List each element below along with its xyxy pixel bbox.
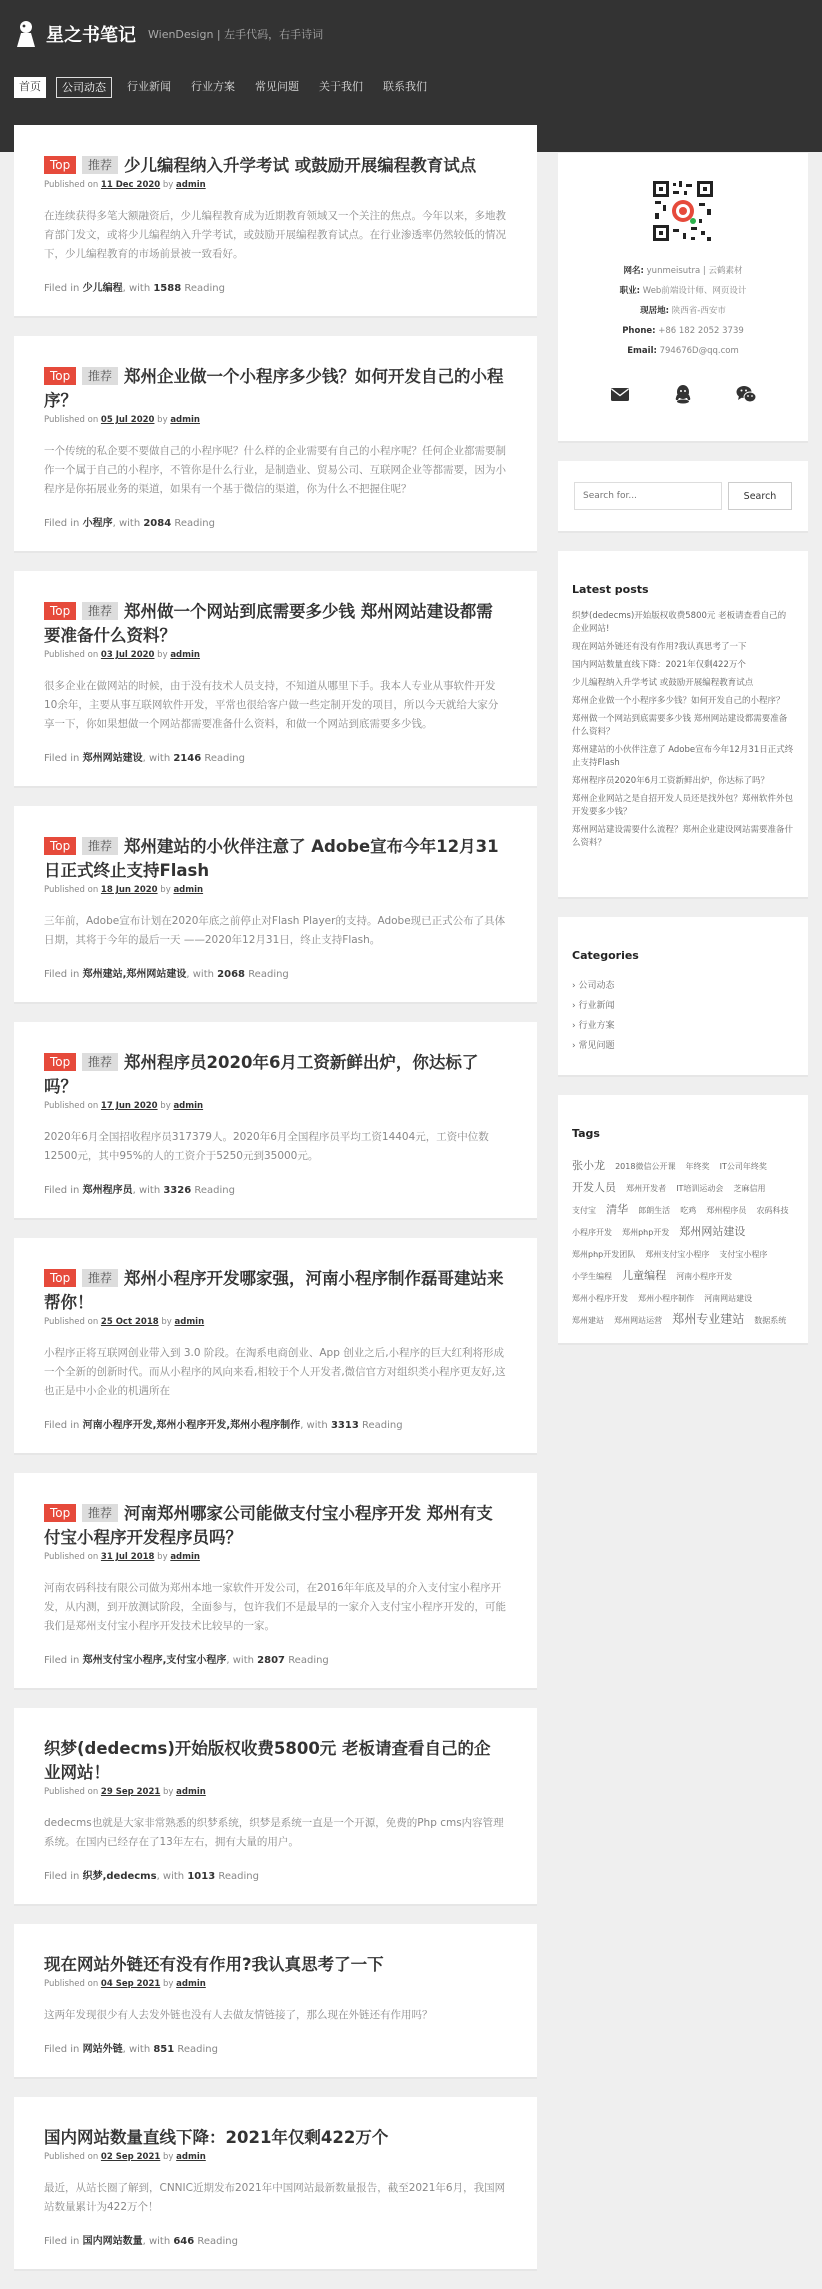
tag-link[interactable]: 支付宝小程序 <box>719 1250 768 1259</box>
post-date[interactable]: 02 Sep 2021 <box>100 2152 161 2162</box>
nav-item-about[interactable]: 关于我们 <box>319 80 363 93</box>
read-count: 646 <box>173 2236 195 2247</box>
read-count: 2146 <box>173 753 202 764</box>
post-excerpt: 一个传统的私企要不要做自己的小程序呢？什么样的企业需要有自己的小程序呢？任何企业都需要制作一个属于自己的小程序，不管你是什么行业，是制造业、贸易公司、互联网企业等都需要，因为小程序是你拓展业务的渠道，如果有一个基于微信的渠道，你为什么不把握住呢？ <box>44 445 506 495</box>
read-count: 3313 <box>330 1420 359 1431</box>
reading-label: Reading <box>288 1655 329 1666</box>
post-author[interactable]: admin <box>173 885 204 895</box>
tag-link[interactable]: IT培训运动会 <box>676 1184 724 1193</box>
post-list <box>14 125 537 2289</box>
post-author[interactable]: admin <box>170 1552 200 1562</box>
read-count: 2807 <box>257 1655 285 1666</box>
site-description: WienDesign | 左手代码，右手诗词 <box>148 28 324 41</box>
post-title[interactable] <box>44 1953 507 1977</box>
brand[interactable] <box>14 20 323 48</box>
latest-post-link[interactable]: 郑州企业做一个小程序多少钱？如何开发自己的小程序？ <box>572 696 785 706</box>
tag-link[interactable]: 年终奖 <box>685 1162 710 1171</box>
tag-link[interactable]: 郑州专业建站 <box>672 1312 745 1326</box>
latest-post-link[interactable]: 郑州程序员2020年6月工资新鲜出炉，你达标了吗？ <box>572 776 770 786</box>
post-footer: Filed in 网站外链, with 851 Reading <box>44 2044 218 2055</box>
post-author[interactable]: admin <box>176 2152 206 2162</box>
by-label: by <box>163 1787 174 1797</box>
published-label: Published on <box>44 415 99 425</box>
read-count: 2084 <box>143 518 172 529</box>
email-icon[interactable] <box>609 383 631 405</box>
reading-label: Reading <box>197 2236 238 2247</box>
tag-link[interactable]: 2018微信公开课 <box>615 1162 676 1171</box>
filed-label: Filed in <box>44 1655 80 1666</box>
post-meta <box>44 2151 507 2163</box>
top-badge: Top <box>44 1504 76 1522</box>
post-title-text[interactable]: 现在网站外链还有没有作用?我认真思考了一下 <box>44 1955 384 1974</box>
search-button[interactable]: Search <box>728 482 792 510</box>
tag-link[interactable]: 支付宝 <box>572 1206 596 1215</box>
by-label: by <box>160 885 171 895</box>
post-title-text[interactable]: 郑州程序员2020年6月工资新鲜出炉，你达标了吗？ <box>44 1053 479 1096</box>
recommended-badge: 推荐 <box>82 156 118 174</box>
with-label: with <box>138 1185 161 1196</box>
category-item[interactable] <box>572 1016 794 1036</box>
post-card <box>14 1924 537 2079</box>
tag-link[interactable]: 郑州小程序开发 <box>572 1294 628 1303</box>
post-category[interactable]: 郑州网站建设 <box>82 753 143 764</box>
latest-post-link[interactable]: 织梦(dedecms)开始版权收费5800元 老板请查看自己的企业网站! <box>572 611 787 634</box>
post-title[interactable] <box>44 2126 507 2150</box>
tag-link[interactable]: 郎朗生活 <box>638 1206 671 1215</box>
published-label: Published on <box>44 1552 99 1562</box>
post-footer: Filed in 郑州程序员, with 3326 Reading <box>44 1185 235 1196</box>
profile-key: 现居地: <box>640 306 670 316</box>
by-label: by <box>163 1979 174 1989</box>
tag-link[interactable]: 郑州开发者 <box>626 1184 667 1193</box>
category-item[interactable] <box>572 1036 794 1056</box>
category-link[interactable]: 行业方案 <box>578 1021 615 1031</box>
post-title[interactable] <box>44 1737 507 1785</box>
published-label: Published on <box>44 1979 99 1989</box>
nav-item-industry-news[interactable]: 行业新闻 <box>127 80 171 93</box>
profile-value: 陕西省-西安市 <box>671 306 726 316</box>
chevron-right-icon: › <box>572 981 579 991</box>
post-category[interactable]: 小程序 <box>82 518 113 529</box>
top-badge: Top <box>44 156 76 174</box>
post-date[interactable]: 11 Dec 2020 <box>100 180 161 190</box>
post-author[interactable]: admin <box>174 1317 205 1327</box>
filed-label: Filed in <box>44 969 80 980</box>
published-label: Published on <box>44 885 99 895</box>
post-footer: Filed in 郑州网站建设, with 2146 Reading <box>44 753 245 764</box>
read-count: 3326 <box>163 1185 192 1196</box>
main-nav <box>14 77 442 98</box>
post-footer: Filed in 织梦,dedecms, with 1013 Reading <box>44 1871 259 1882</box>
post-meta <box>44 1786 507 1798</box>
post-category[interactable]: 郑州程序员 <box>82 1185 133 1196</box>
profile-row <box>574 341 792 361</box>
tag-link[interactable]: IT公司年终奖 <box>719 1162 767 1171</box>
profile-value: Web前端设计师、网页设计 <box>642 286 747 296</box>
nav-item-company-news[interactable]: 公司动态 <box>56 77 112 98</box>
post-meta <box>44 1978 507 1990</box>
post-excerpt: 三年前，Adobe宣布计划在2020年底之前停止对Flash Player的支持。Adobe现已正式公布了具体日期，其将于今年的最后一天 ——2020年12月31日，终止支持Flash。 <box>44 915 506 946</box>
post-date[interactable]: 03 Jul 2020 <box>100 650 155 660</box>
reading-label: Reading <box>177 2044 218 2055</box>
latest-post-link[interactable]: 郑州企业网站之是自招开发人员还是找外包？郑州软件外包开发要多少钱？ <box>572 794 794 817</box>
nav-item-solutions[interactable]: 行业方案 <box>191 80 235 93</box>
category-link[interactable]: 公司动态 <box>578 981 615 991</box>
tag-link[interactable]: 开发人员 <box>572 1181 616 1194</box>
post-date[interactable]: 04 Sep 2021 <box>100 1979 161 1989</box>
top-badge: Top <box>44 1053 76 1071</box>
nav-item-contact[interactable]: 联系我们 <box>383 80 427 93</box>
published-label: Published on <box>44 2152 99 2162</box>
post-excerpt: 2020年6月全国招收程序员317379人。2020年6月全国程序员平均工资14404元，工资中位数12500元，其中95%的人的工资介于5250元到35000元。 <box>44 1131 489 1162</box>
post-author[interactable]: admin <box>176 1787 206 1797</box>
with-label: with <box>148 2236 171 2247</box>
post-footer: Filed in 国内网站数量, with 646 Reading <box>44 2236 238 2247</box>
profile-value: 794676D@qq.com <box>659 346 739 356</box>
recommended-badge: 推荐 <box>82 837 118 855</box>
post-category[interactable]: 郑州建站,郑州网站建设 <box>82 969 187 980</box>
recommended-badge: 推荐 <box>82 1504 118 1522</box>
reading-label: Reading <box>248 969 289 980</box>
qq-icon[interactable] <box>672 383 694 405</box>
tag-link[interactable]: 农码科技 <box>756 1206 789 1215</box>
post-footer: Filed in 小程序, with 2084 Reading <box>44 518 215 529</box>
categories-list <box>572 976 794 1056</box>
post-title-text[interactable]: 织梦(dedecms)开始版权收费5800元 老板请查看自己的企业网站！ <box>44 1739 491 1782</box>
tag-link[interactable]: 小学生编程 <box>572 1272 612 1281</box>
nav-item-home[interactable]: 首页 <box>14 77 46 98</box>
logo-icon <box>14 20 38 48</box>
post-card <box>14 571 537 788</box>
reading-label: Reading <box>174 518 215 529</box>
read-count: 851 <box>153 2044 175 2055</box>
published-label: Published on <box>44 1101 99 1111</box>
contact-icons <box>574 383 792 405</box>
with-label: with <box>128 283 151 294</box>
filed-label: Filed in <box>44 2236 80 2247</box>
wechat-icon[interactable] <box>735 383 757 405</box>
post-card <box>14 2097 537 2271</box>
published-label: Published on <box>44 650 99 660</box>
tag-link[interactable]: 郑州网站运营 <box>614 1316 663 1325</box>
profile-key: Email: <box>627 346 657 356</box>
filed-label: Filed in <box>44 753 80 764</box>
latest-posts-title: Latest posts <box>572 583 649 596</box>
read-count: 1588 <box>153 283 182 294</box>
post-excerpt: 在连续获得多笔大额融资后，少儿编程教育成为近期教育领域又一个关注的焦点。今年以来，多地教育部门发文，或将少儿编程纳入升学考试，或鼓励开展编程教育试点。在行业渗透率仍然较低的情况下，少儿编程教育的市场前景被一致看好。 <box>44 210 506 260</box>
categories-title: Categories <box>572 949 639 962</box>
post-title-text[interactable]: 河南郑州哪家公司能做支付宝小程序开发 郑州有支付宝小程序开发程序员吗？ <box>44 1504 493 1547</box>
post-title-text[interactable]: 郑州做一个网站到底需要多少钱 郑州网站建设都需要准备什么资料？ <box>44 602 493 645</box>
by-label: by <box>160 1101 171 1111</box>
post-excerpt: 这两年发现很少有人去发外链也没有人去做友情链接了，那么现在外链还有作用吗？ <box>44 2009 433 2021</box>
by-label: by <box>157 415 168 425</box>
chevron-right-icon: › <box>572 1041 579 1051</box>
published-label: Published on <box>44 1317 99 1327</box>
post-category[interactable]: 河南小程序开发,郑州小程序开发,郑州小程序制作 <box>82 1420 301 1431</box>
post-title[interactable] <box>44 1051 507 1099</box>
tag-link[interactable]: 郑州程序员 <box>706 1206 747 1215</box>
latest-post-link[interactable]: 现在网站外链还有没有作用?我认真思考了一下 <box>572 642 747 652</box>
site-title[interactable]: 星之书笔记 <box>46 25 136 46</box>
tag-link[interactable]: 郑州php开发团队 <box>572 1250 636 1259</box>
read-count: 1013 <box>187 1871 216 1882</box>
post-title-text[interactable]: 国内网站数量直线下降：2021年仅剩422万个 <box>44 2128 389 2147</box>
filed-label: Filed in <box>44 518 80 529</box>
post-author[interactable]: admin <box>170 415 200 425</box>
with-label: with <box>162 1871 185 1882</box>
profile-value: yunmeisutra | 云鹤素材 <box>646 266 743 276</box>
sidebar <box>558 153 808 1363</box>
top-badge: Top <box>44 837 76 855</box>
post-date[interactable]: 31 Jul 2018 <box>100 1552 155 1562</box>
post-category[interactable]: 国内网站数量 <box>82 2236 143 2247</box>
post-title-text[interactable]: 郑州企业做一个小程序多少钱？如何开发自己的小程序？ <box>44 367 504 410</box>
profile-key: Phone: <box>622 326 656 336</box>
tag-link[interactable]: 郑州建站 <box>572 1316 604 1325</box>
post-card <box>14 806 537 1004</box>
post-title[interactable] <box>44 835 507 883</box>
post-card <box>14 1238 537 1455</box>
with-label: with <box>306 1420 328 1431</box>
post-excerpt: 最近，从站长圈了解到，CNNIC近期发布2021年中国网站最新数量报告，截至2021年6月，我国网站数量累计为422万个！ <box>44 2182 506 2213</box>
by-label: by <box>157 650 168 660</box>
by-label: by <box>163 2152 174 2162</box>
post-excerpt: 河南农码科技有限公司做为郑州本地一家软件开发公司，在2016年年底及早的介入支付宝小程序开发，从内测，到开放测试阶段，全面参与，包许我们不是最早的一家介入支付宝小程序开发的，可能我们是郑州支付宝小程序开发技术比较早的一家。 <box>44 1582 506 1632</box>
read-count: 2068 <box>217 969 245 980</box>
post-author[interactable]: admin <box>176 180 206 190</box>
post-author[interactable]: admin <box>173 1101 204 1111</box>
profile-row <box>574 321 792 341</box>
tag-link[interactable]: 清华 <box>606 1203 629 1216</box>
post-title[interactable] <box>44 1502 507 1550</box>
post-card <box>14 1022 537 1220</box>
top-badge: Top <box>44 1269 76 1287</box>
latest-post-link[interactable]: 郑州做一个网站到底需要多少钱 郑州网站建设都需要准备什么资料？ <box>572 714 788 737</box>
reading-label: Reading <box>204 753 245 764</box>
nav-item-faq[interactable]: 常见问题 <box>255 80 299 93</box>
filed-label: Filed in <box>44 283 80 294</box>
latest-post-link[interactable]: 少儿编程纳入升学考试 或鼓励开展编程教育试点 <box>572 678 754 688</box>
latest-post-link[interactable]: 国内网站数量直线下降：2021年仅剩422万个 <box>572 660 746 670</box>
post-card <box>14 336 537 553</box>
filed-label: Filed in <box>44 1420 80 1431</box>
tag-link[interactable]: 吃鸡 <box>680 1206 697 1215</box>
post-meta <box>44 1316 507 1328</box>
filed-label: Filed in <box>44 1871 80 1882</box>
by-label: by <box>157 1552 168 1562</box>
filed-label: Filed in <box>44 2044 80 2055</box>
tag-link[interactable]: 郑州小程序制作 <box>638 1294 695 1303</box>
qr-code-icon <box>651 179 715 243</box>
tags-title: Tags <box>572 1127 600 1140</box>
latest-post-link[interactable]: 郑州网站建设需要什么流程？郑州企业建设网站需要准备什么资料？ <box>572 825 794 848</box>
published-label: Published on <box>44 180 99 190</box>
tag-link[interactable]: 数据系统 <box>754 1316 787 1325</box>
profile-value: +86 182 2052 3739 <box>658 326 744 336</box>
recommended-badge: 推荐 <box>82 602 118 620</box>
post-footer: Filed in 少儿编程, with 1588 Reading <box>44 283 225 294</box>
search-input[interactable] <box>574 482 722 510</box>
post-title-text[interactable]: 少儿编程纳入升学考试 或鼓励开展编程教育试点 <box>124 156 477 175</box>
top-badge: Top <box>44 602 76 620</box>
category-item[interactable] <box>572 996 794 1016</box>
with-label: with <box>148 753 171 764</box>
post-date[interactable]: 05 Jul 2020 <box>100 415 155 425</box>
by-label: by <box>161 1317 172 1327</box>
with-label: with <box>128 2044 151 2055</box>
post-title[interactable] <box>44 600 507 648</box>
tag-link[interactable]: 儿童编程 <box>622 1269 667 1282</box>
post-footer: Filed in 郑州支付宝小程序,支付宝小程序, with 2807 Reading <box>44 1655 329 1666</box>
profile-row <box>574 281 792 301</box>
tags-widget <box>558 1095 808 1345</box>
post-title-text[interactable]: 郑州建站的小伙伴注意了 Adobe宣布今年12月31日正式终止支持Flash <box>44 837 499 880</box>
post-author[interactable]: admin <box>170 650 200 660</box>
recommended-badge: 推荐 <box>82 1053 118 1071</box>
post-category[interactable]: 网站外链 <box>82 2044 123 2055</box>
tag-link[interactable]: 郑州网站建设 <box>679 1225 746 1238</box>
post-meta <box>44 884 507 896</box>
categories-widget <box>558 917 808 1077</box>
post-author[interactable]: admin <box>176 1979 206 1989</box>
post-meta <box>44 414 507 426</box>
search-widget <box>558 461 808 533</box>
top-badge: Top <box>44 367 76 385</box>
published-label: Published on <box>44 1787 99 1797</box>
post-date[interactable]: 29 Sep 2021 <box>100 1787 161 1797</box>
latest-posts-widget <box>558 551 808 899</box>
post-category[interactable]: 少儿编程 <box>82 283 123 294</box>
with-label: with <box>232 1655 254 1666</box>
profile-key: 网名: <box>623 266 644 276</box>
profile-key: 职业: <box>619 286 641 296</box>
category-link[interactable]: 常见问题 <box>578 1041 615 1051</box>
post-meta <box>44 649 507 661</box>
post-date[interactable]: 18 Jun 2020 <box>100 885 158 895</box>
post-category[interactable]: 郑州支付宝小程序,支付宝小程序 <box>82 1655 227 1666</box>
post-date[interactable]: 17 Jun 2020 <box>100 1101 158 1111</box>
tag-link[interactable]: 张小龙 <box>572 1159 605 1172</box>
tag-cloud <box>572 1154 794 1330</box>
post-title[interactable] <box>44 154 507 178</box>
post-card <box>14 1708 537 1906</box>
post-excerpt: 很多企业在做网站的时候，由于没有技术人员支持，不知道从哪里下手。我本人专业从事软件开发10余年，主要从事互联网软件开发，平常也很给客户做一些定制开发的项目，所以今天就给大家分享一下，你如果想做一个网站都需要准备什么资料，和做一个网站到底需要多少钱。 <box>44 680 499 730</box>
profile-row <box>574 261 792 281</box>
reading-label: Reading <box>184 283 225 294</box>
chevron-right-icon: › <box>572 1001 579 1011</box>
post-title[interactable] <box>44 1267 507 1315</box>
reading-label: Reading <box>218 1871 259 1882</box>
tag-link[interactable]: 郑州支付宝小程序 <box>645 1250 710 1259</box>
tag-link[interactable]: 河南小程序开发 <box>676 1272 733 1281</box>
post-date[interactable]: 25 Oct 2018 <box>100 1317 159 1327</box>
post-excerpt: dedecms也就是大家非常熟悉的织梦系统，织梦是系统一直是一个开源，免费的Php cms内容管理系统。在国内已经存在了13年左右，拥有大量的用户。 <box>44 1817 504 1848</box>
post-meta <box>44 1100 507 1112</box>
recommended-badge: 推荐 <box>82 367 118 385</box>
recommended-badge: 推荐 <box>82 1269 118 1287</box>
post-title[interactable] <box>44 365 507 413</box>
profile-row <box>574 301 792 321</box>
by-label: by <box>162 180 174 190</box>
post-footer: Filed in 河南小程序开发,郑州小程序开发,郑州小程序制作, with 3313 Reading <box>44 1420 403 1431</box>
reading-label: Reading <box>361 1420 403 1431</box>
category-link[interactable]: 行业新闻 <box>578 1001 615 1011</box>
post-card <box>14 125 537 318</box>
tag-link[interactable]: 小程序开发 <box>572 1228 612 1237</box>
with-label: with <box>118 518 141 529</box>
post-title-text[interactable]: 郑州小程序开发哪家强，河南小程序制作磊哥建站来帮你！ <box>44 1269 504 1312</box>
tag-link[interactable]: 郑州php开发 <box>622 1228 670 1237</box>
profile-info <box>574 261 792 361</box>
post-footer: Filed in 郑州建站,郑州网站建设, with 2068 Reading <box>44 969 289 980</box>
reading-label: Reading <box>194 1185 235 1196</box>
chevron-right-icon: › <box>572 1021 579 1031</box>
with-label: with <box>192 969 214 980</box>
category-item[interactable] <box>572 976 794 996</box>
post-category[interactable]: 织梦,dedecms <box>82 1871 157 1882</box>
post-meta <box>44 1551 507 1563</box>
filed-label: Filed in <box>44 1185 80 1196</box>
latest-posts-list <box>572 610 794 850</box>
tag-link[interactable]: 河南网站建设 <box>704 1294 753 1303</box>
latest-post-link[interactable]: 郑州建站的小伙伴注意了 Adobe宣布今年12月31日正式终止支持Flash <box>572 745 794 768</box>
profile-widget <box>558 153 808 443</box>
post-card <box>14 1473 537 1690</box>
tag-link[interactable]: 芝麻信用 <box>733 1184 766 1193</box>
post-meta <box>44 179 507 191</box>
post-excerpt: 小程序正将互联网创业带入到 3.0 阶段。在淘系电商创业、App 创业之后,小程序的巨大红利将形成一个全新的创新时代。而从小程序的风向来看,相较于个人开发者,微信官方对组织类小程序更友好,这也正是中小企业的机遇所在 <box>44 1347 506 1397</box>
